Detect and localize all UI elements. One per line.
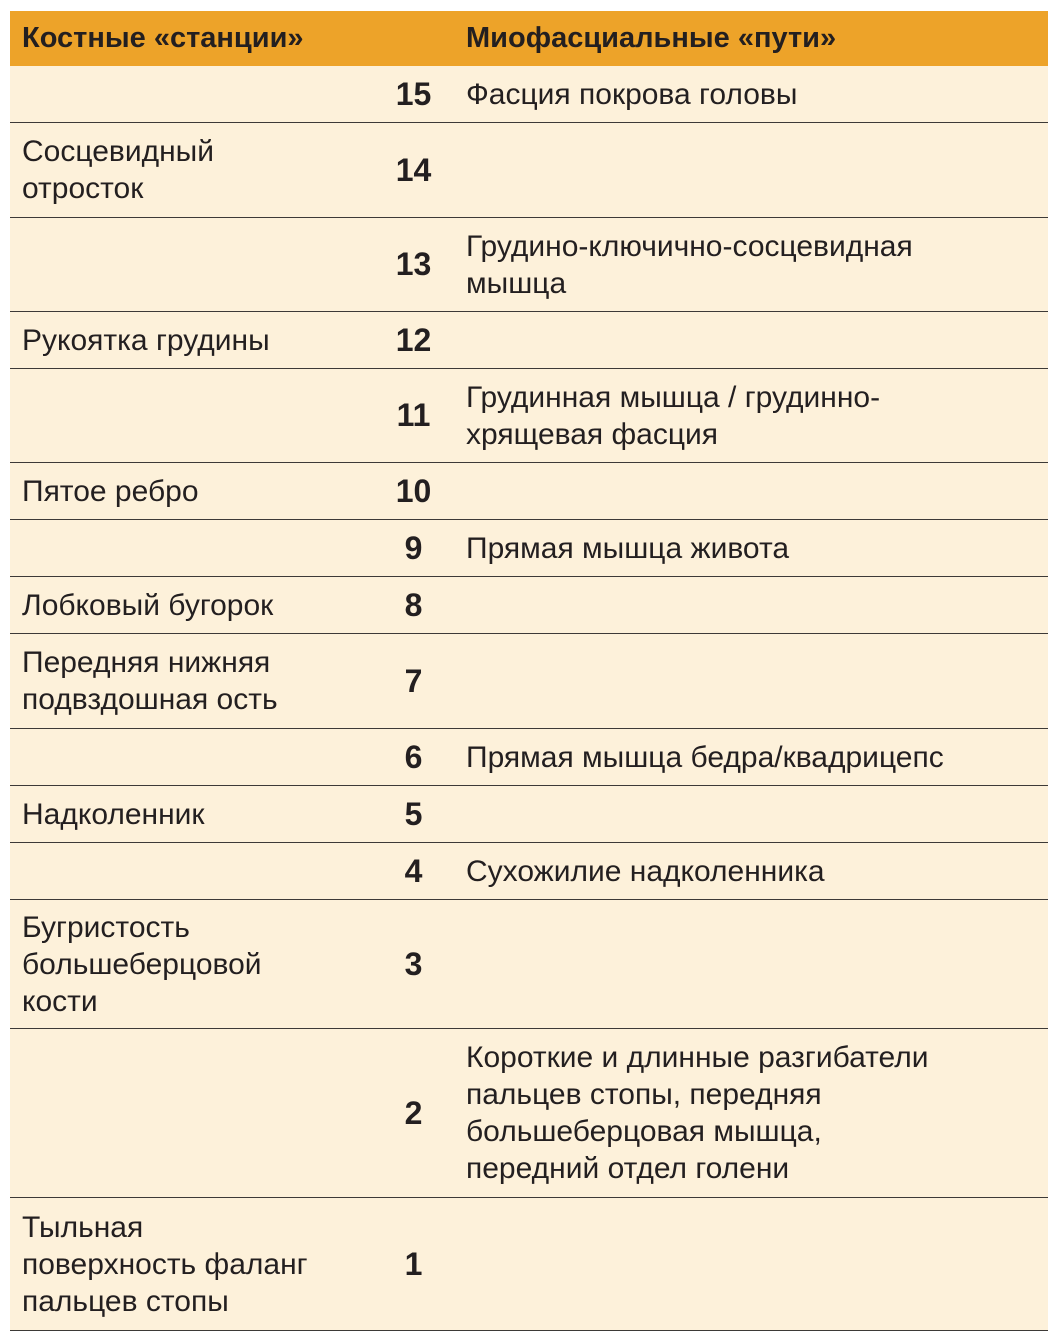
track-cell: Прямая мышца бедра/квадрицепс bbox=[466, 740, 944, 774]
number-cell: 7 bbox=[404, 662, 423, 699]
number-cell: 11 bbox=[396, 397, 431, 433]
track-cell: Прямая мышца живота bbox=[466, 531, 790, 565]
station-cell: Бугристость большеберцовой кости bbox=[22, 910, 262, 1018]
table-row bbox=[10, 577, 1048, 634]
track-cell: Фасция покрова головы bbox=[466, 77, 798, 111]
number-cell: 1 bbox=[404, 1245, 423, 1282]
station-cell: Надколенник bbox=[22, 797, 205, 831]
track-cell: Грудинная мышца / грудинно- хрящевая фасция bbox=[466, 380, 881, 451]
number-cell: 13 bbox=[395, 246, 432, 282]
station-cell: Передняя нижняя подвздошная ость bbox=[22, 646, 278, 716]
header-bony-stations: Костные «станции» bbox=[22, 22, 304, 54]
station-cell: Лобковый бугорок bbox=[22, 588, 274, 622]
stations-tracks-table bbox=[10, 11, 1048, 1331]
table-row bbox=[10, 1029, 1048, 1198]
number-cell: 6 bbox=[404, 738, 423, 775]
station-cell: Рукоятка грудины bbox=[22, 323, 270, 357]
table-header bbox=[10, 11, 1048, 66]
number-cell: 8 bbox=[404, 586, 423, 623]
number-cell: 3 bbox=[404, 945, 423, 982]
number-cell: 4 bbox=[404, 852, 423, 889]
number-cell: 12 bbox=[395, 321, 432, 358]
number-cell: 5 bbox=[404, 795, 423, 832]
number-cell: 15 bbox=[395, 75, 432, 112]
table-row bbox=[10, 218, 1048, 312]
station-cell: Сосцевидный отросток bbox=[22, 135, 214, 205]
table-row bbox=[10, 900, 1048, 1029]
table-row bbox=[10, 312, 1048, 369]
track-cell: Грудино-ключично-сосцевидная мышца bbox=[466, 229, 913, 300]
station-cell: Тыльная поверхность фаланг пальцев стопы bbox=[22, 1210, 308, 1318]
table-row bbox=[10, 520, 1048, 577]
station-cell: Пятое ребро bbox=[22, 474, 199, 508]
table-row bbox=[10, 369, 1048, 463]
table-row bbox=[10, 123, 1048, 218]
number-cell: 9 bbox=[404, 529, 423, 566]
table-row bbox=[10, 843, 1048, 900]
table-row bbox=[10, 66, 1048, 123]
number-cell: 10 bbox=[395, 472, 432, 509]
number-cell: 14 bbox=[395, 151, 432, 188]
table-row bbox=[10, 634, 1048, 729]
number-cell: 2 bbox=[404, 1094, 423, 1131]
table-row bbox=[10, 786, 1048, 843]
track-cell: Короткие и длинные разгибатели пальцев стопы, передняя большеберцовая мышца, передний отдел голени bbox=[466, 1041, 929, 1185]
table-row bbox=[10, 1198, 1048, 1331]
header-myofascial-tracks: Миофасциальные «пути» bbox=[466, 22, 837, 54]
table-row bbox=[10, 729, 1048, 786]
track-cell: Сухожилие надколенника bbox=[466, 854, 825, 888]
table-row bbox=[10, 463, 1048, 520]
